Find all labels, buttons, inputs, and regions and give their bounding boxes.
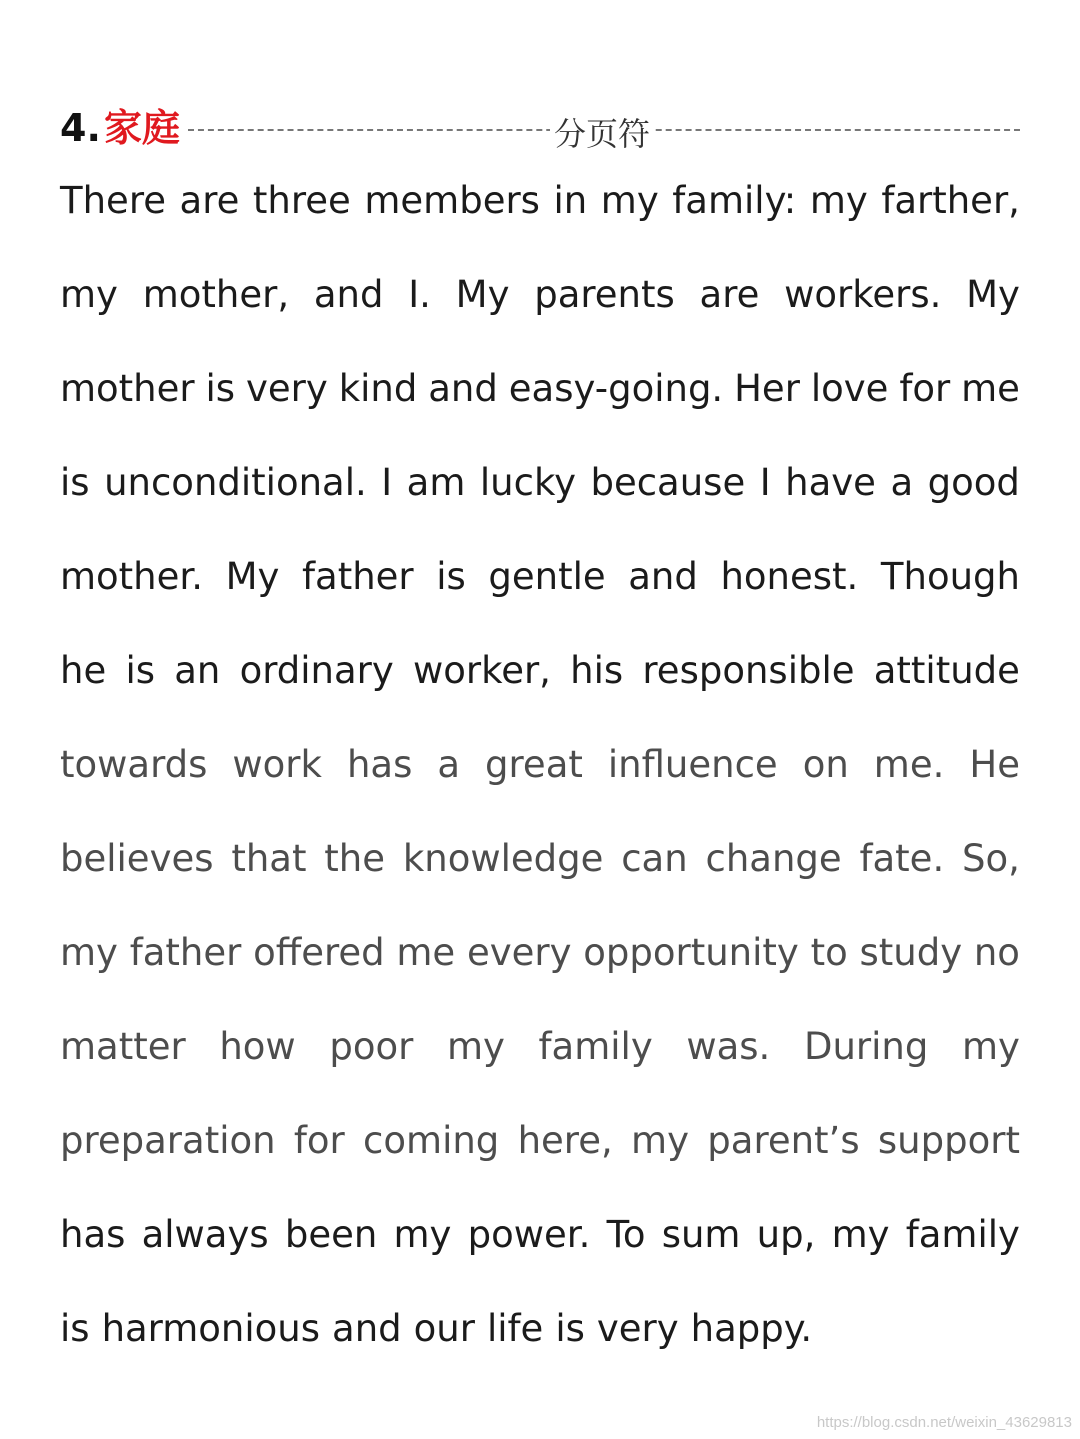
paragraph-line: towards work has a great influence on me. He (60, 743, 1020, 786)
paragraph-line: my father offered me every opportunity to study no (60, 931, 1020, 974)
section-number: 4. (60, 106, 101, 150)
paragraph-line: has always been my power. To sum up, my family (60, 1213, 1020, 1256)
paragraph-line: he is an ordinary worker, his responsible attitude (60, 649, 1020, 692)
body-paragraph (60, 174, 1020, 1396)
paragraph-line: mother is very kind and easy-going. Her love for me (60, 367, 1020, 410)
paragraph-line: is harmonious and our life is very happy. (60, 1307, 813, 1350)
paragraph-line: matter how poor my family was. During my (60, 1025, 1020, 1068)
paragraph-line: believes that the knowledge can change fate. So, (60, 837, 1020, 880)
paragraph-line: is unconditional. I am lucky because I have a good (60, 461, 1020, 504)
section-heading (60, 100, 1020, 156)
section-title: 家庭 (104, 106, 181, 150)
paragraph-line: There are three members in my family: my farther, (60, 179, 1020, 222)
watermark-url: https://blog.csdn.net/weixin_43629813 (816, 1414, 1072, 1431)
page-break-label: 分页符 (550, 114, 654, 154)
paragraph-line: preparation for coming here, my parent’s support (60, 1119, 1020, 1162)
paragraph-line: my mother, and I. My parents are workers. My (60, 273, 1020, 316)
paragraph-line: mother. My father is gentle and honest. Though (60, 555, 1020, 598)
